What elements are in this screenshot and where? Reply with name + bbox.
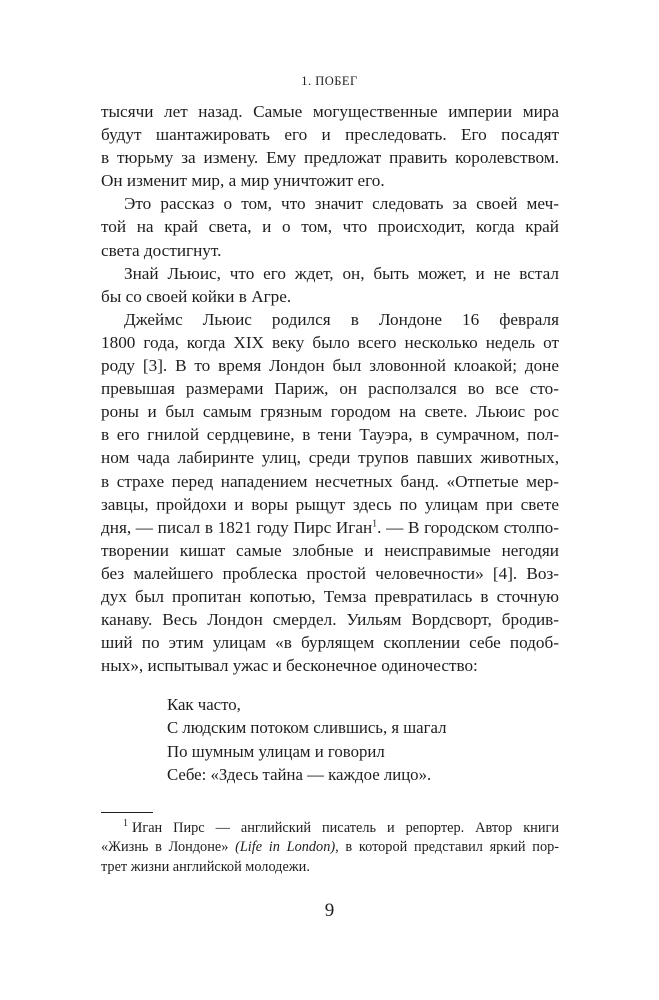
text-line: будут шантажировать его и преследовать. Его посадят [101,125,559,145]
text-line [101,516,559,539]
footnote-line: трет жизни английской молодежи. [101,858,310,875]
text-line: роду [3]. В то время Лондон был зловонной клоакой; доне [101,356,559,376]
text-line: творении кишат самые злобные и неисправимые негодяи [101,540,559,560]
body-text [101,100,559,677]
text-line: 1800 года, когда XIX веку было всего несколько недель от [101,332,559,352]
text-line: света достигнут. [101,240,222,260]
paragraph [101,100,559,192]
text-line: в тюрьму за измену. Ему предложат править королевством. [101,148,559,168]
verse-line: По шумным улицам и говорил [167,741,385,761]
footnote-reference[interactable]: 1 [372,517,378,529]
footnote-line [101,838,559,857]
text-line: превышая размерами Париж, он расползался во все сто- [101,379,559,399]
paragraph [101,192,559,261]
footnote-number: 1 [123,818,128,830]
text-line: канаву. Весь Лондон смердел. Уильям Вордсворт, бродив- [101,610,559,630]
footnote-line [101,819,559,838]
text-line: тысячи лет назад. Самые могущественные империи мира [101,102,559,121]
verse-line: Себе: «Здесь тайна — каждое лицо». [167,765,432,785]
footnote [101,819,559,877]
text-line: без малейшего проблеска простой человечности» [4]. Воз- [101,563,559,583]
footnote-text: Иган Пирс — английский писатель и репортер. Автор книги [132,820,559,836]
footnote-text: «Жизнь в Лондоне» [101,839,236,856]
text-line: Знай Льюис, что его ждет, он, быть может, и не встал [124,263,559,283]
verse-line: Как часто, [167,695,241,714]
text-line: в его гнилой сердцевине, в тени Тауэра, в сумрачном, пол- [101,425,559,445]
text-segment: дня, — писал в 1821 году Пирс Иган [101,517,373,537]
text-segment: . — В городском столпо- [377,517,560,537]
page-number: 9 [324,900,335,921]
footnote-book-title: (Life in London) [235,839,336,856]
text-line: дух был пропитан копотью, Темза превратилась в сточную [101,586,559,606]
paragraph [101,308,559,678]
text-line: роны и был самым грязным городом на свете. Льюис рос [101,402,559,422]
verse-line: С людским потоком слившись, я шагал [167,718,447,738]
text-line: той на край света, и о том, что происходит, когда край [101,217,559,237]
text-line: Он изменит мир, а мир уничтожит его. [101,171,385,191]
text-line: бы со своей койки в Агре. [101,286,292,306]
verse-quote [167,693,446,787]
text-line: Джеймс Льюис родился в Лондоне 16 февраля [124,309,559,329]
text-line: ном чада лабиринте улиц, среди трупов павших животных, [101,448,559,468]
text-line: Это рассказ о том, что значит следовать за своей меч- [124,194,559,214]
paragraph [101,262,559,308]
text-line: ных», испытывал ужас и бесконечное одиночество: [101,656,478,676]
text-line: ший по этим улицам «в бурлящем скоплении себе подоб- [101,633,559,653]
footnote-text: , в которой представил яркий пор- [335,839,559,856]
text-line: завцы, пройдохи и воры рыщут здесь по улицам при свете [101,494,559,514]
footnote-divider [101,812,153,813]
text-line: в страхе перед нападением несчетных банд. «Отпетые мер- [101,471,559,491]
running-head: 1. ПОБЕГ [301,74,358,88]
